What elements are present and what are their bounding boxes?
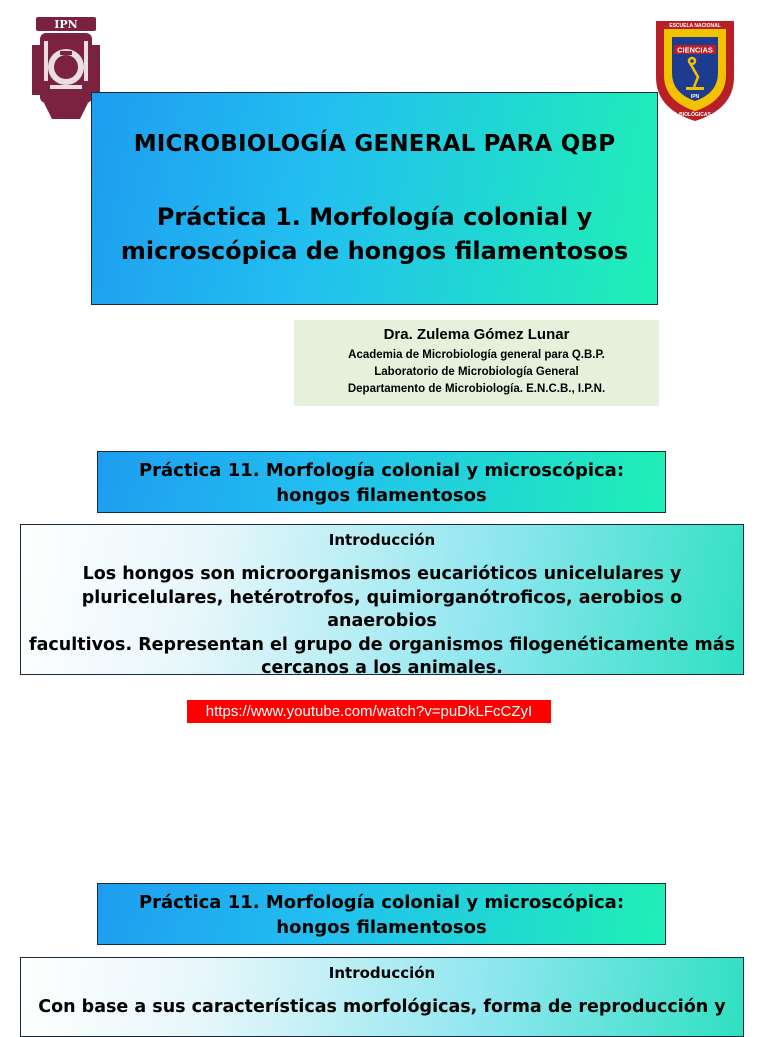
slide3-intro-line: Con base a sus características morfológicas, forma de reproducción y bbox=[38, 997, 726, 1017]
author-laboratory: Laboratorio de Microbiología General bbox=[374, 366, 579, 378]
encb-logo-ipn: IPN bbox=[690, 94, 700, 100]
practice-title-line-2: microscópica de hongos filamentosos bbox=[120, 237, 629, 265]
slide2-heading-box bbox=[97, 451, 666, 513]
encb-logo-bottom: BIOLÓGICAS bbox=[679, 112, 711, 118]
slide2-intro-box bbox=[20, 524, 744, 678]
slide2-heading-line-1: Práctica 11. Morfología colonial y microscópica: bbox=[138, 460, 625, 481]
ipn-logo-text: IPN bbox=[54, 18, 78, 31]
author-name: Dra. Zulema Gómez Lunar bbox=[383, 326, 570, 343]
slide2-heading-line-2: hongos filamentosos bbox=[276, 485, 487, 506]
author-academy: Academia de Microbiología general para Q.B.P. bbox=[348, 349, 605, 361]
author-department: Departamento de Microbiología. E.N.C.B., I.P.N. bbox=[347, 383, 606, 395]
slide2-intro-title: Introducción bbox=[328, 531, 436, 549]
slide2-intro-line: facultivos. Representan el grupo de organismos filogenéticamente más bbox=[29, 634, 735, 655]
slide3-heading-line-2: hongos filamentosos bbox=[276, 917, 487, 938]
slide3-intro-text bbox=[21, 996, 743, 1020]
slide2-intro-line: pluricelulares, hetérotrofos, quimiorganótroficos, aerobios o anaerobios bbox=[81, 587, 683, 631]
course-title-box bbox=[91, 92, 658, 305]
slide3-intro-title: Introducción bbox=[328, 964, 436, 982]
slide3-heading-line-1: Práctica 11. Morfología colonial y microscópica: bbox=[138, 892, 625, 913]
practice-title-line-1: Práctica 1. Morfología colonial y bbox=[156, 203, 593, 231]
practice-title bbox=[92, 200, 657, 268]
slide2-intro-line: cercanos a los animales. bbox=[261, 658, 503, 678]
slide2-intro-text bbox=[21, 563, 743, 681]
encb-logo bbox=[650, 15, 740, 123]
course-title: MICROBIOLOGÍA GENERAL PARA QBP bbox=[133, 131, 616, 157]
slide3-heading-box bbox=[97, 883, 666, 945]
author-box bbox=[294, 320, 659, 406]
slide2-intro-line: Los hongos son microorganismos eucarióticos unicelulares y bbox=[82, 564, 682, 584]
encb-logo-top: ESCUELA NACIONAL bbox=[669, 23, 721, 29]
slide3-intro-box bbox=[20, 957, 744, 1037]
youtube-link[interactable]: https://www.youtube.com/watch?v=puDkLFcCZyI bbox=[187, 700, 551, 723]
encb-logo-mid: CIENCIAS bbox=[677, 45, 713, 55]
